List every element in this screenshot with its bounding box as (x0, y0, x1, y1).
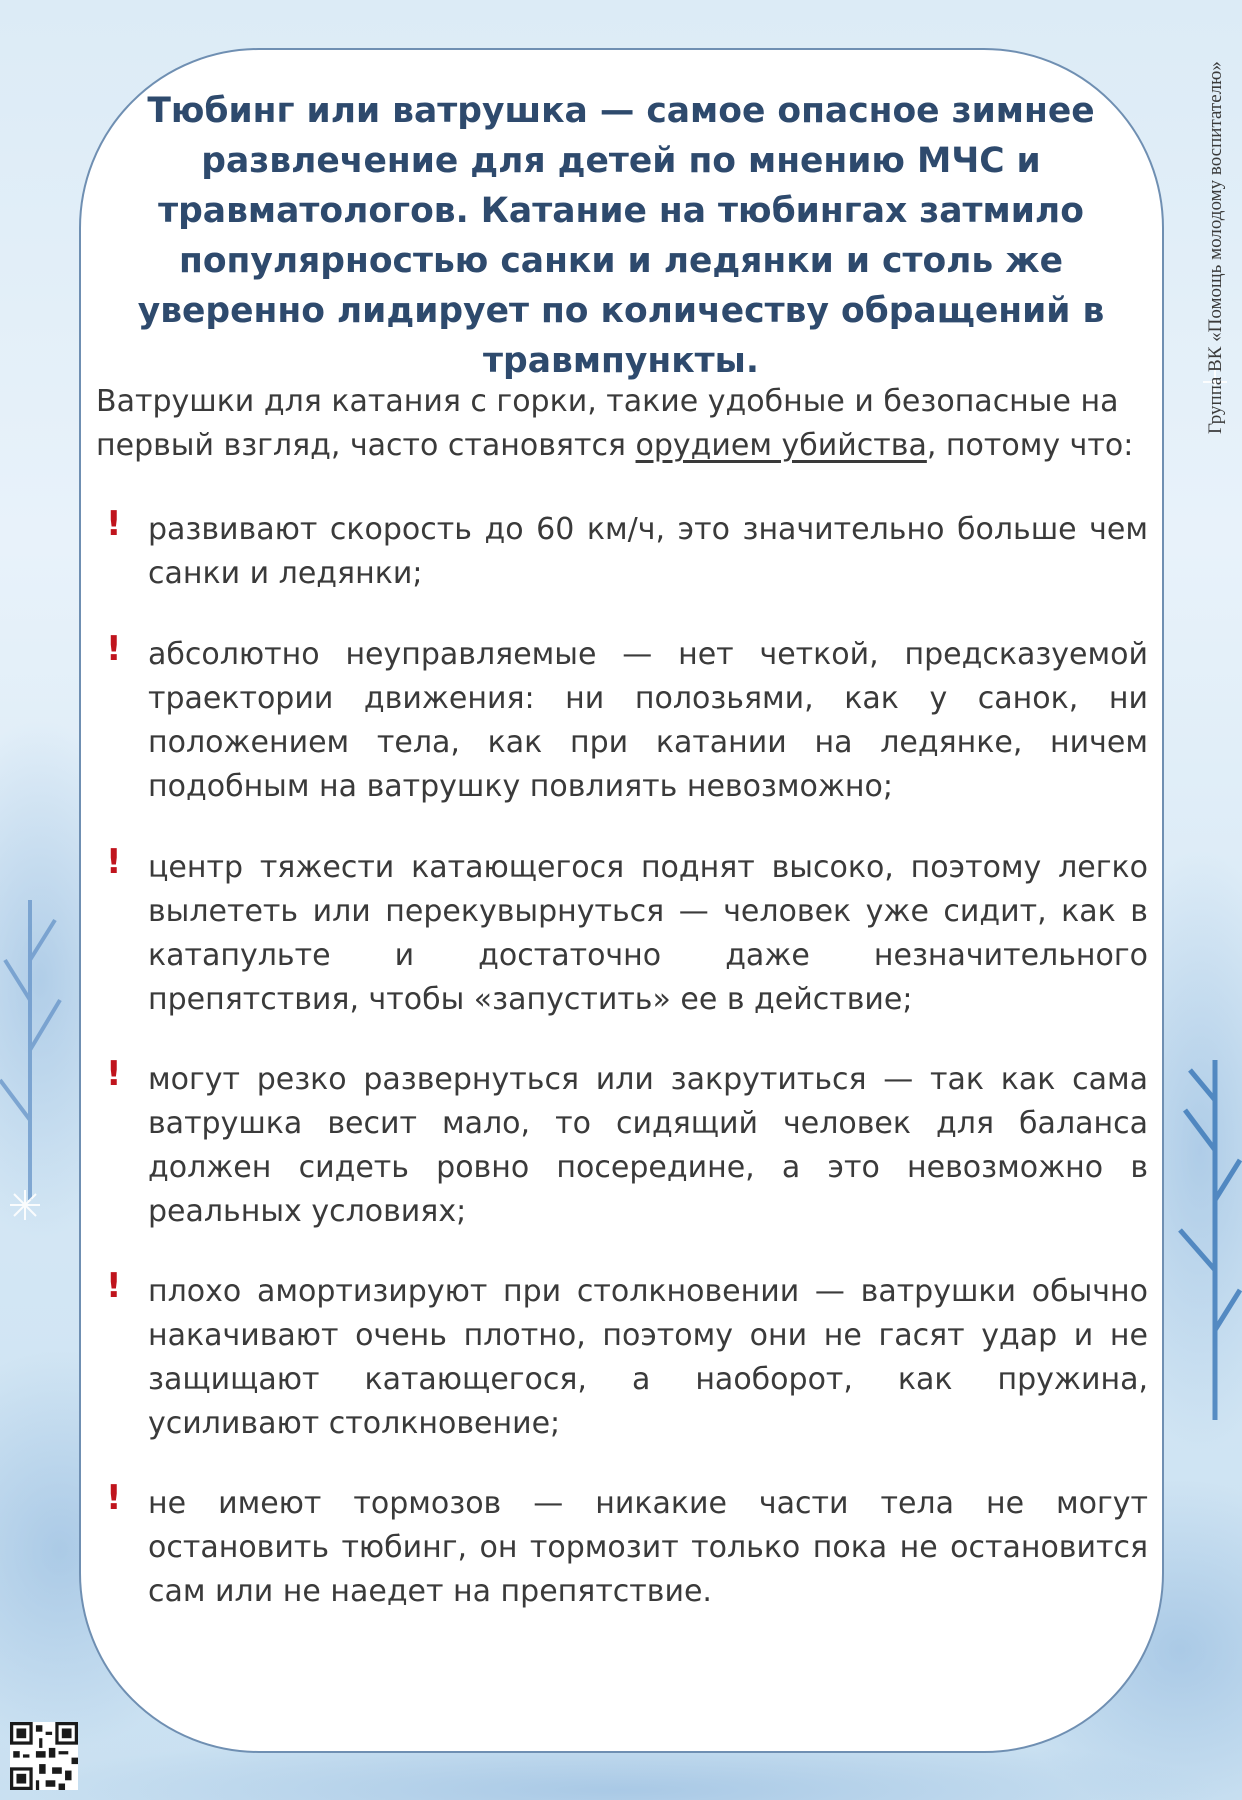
intro-underlined-phrase: орудием убийства (635, 428, 927, 463)
exclamation-icon: ! (106, 629, 122, 669)
intro-text-end: , потому что: (926, 428, 1134, 463)
hazard-item-1 (96, 504, 1148, 596)
hazard-item-5 (96, 1266, 1148, 1446)
exclamation-icon: ! (106, 1054, 122, 1094)
hazard-item-text: развивают скорость до 60 км/ч, это значительно больше чем санки и ледянки; (148, 512, 1148, 591)
intro-paragraph (96, 380, 1156, 468)
exclamation-icon: ! (106, 1478, 122, 1518)
intro-text-start: Ватрушки для катания с горки, такие удобные и безопасные на первый взгляд, часто становятся (96, 384, 1119, 463)
group-credit-caption: Группа ВК «Помощь молодому воспитателю» (1205, 61, 1226, 434)
exclamation-icon: ! (106, 504, 122, 544)
exclamation-icon: ! (106, 1266, 122, 1306)
hazard-item-text: центр тяжести катающегося поднят высоко, поэтому легко вылететь или перекувырнуться — человек уже сидит, как в катапульте и достаточно даже незначительного препятствия, чтобы «запустить» ее в действие; (148, 850, 1148, 1017)
hazard-item-2 (96, 629, 1148, 809)
hazard-item-text: плохо амортизируют при столкновении — ватрушки обычно накачивают очень плотно, поэтому они не гасят удар и не защищают катающегося, а наоборот, как пружина, усиливают столкновение; (148, 1274, 1148, 1441)
hazard-item-6 (96, 1478, 1148, 1614)
qr-code-icon (10, 1722, 78, 1790)
hazard-item-text: могут резко развернуться или закрутиться — так как сама ватрушка весит мало, то сидящий человек для баланса должен сидеть ровно посередине, а это невозможно в реальных условиях; (148, 1062, 1148, 1229)
headline: Тюбинг или ватрушка — самое опасное зимнее развлечение для детей по мнению МЧС и травматологов. Катание на тюбингах затмило популярностью санки и ледянки и столь же уверенно лидирует по количеству обращений в травмпункты. (137, 91, 1105, 381)
hazard-item-text: не имеют тормозов — никакие части тела не могут остановить тюбинг, он тормозит только пока не остановится сам или не наедет на препятствие. (148, 1486, 1148, 1609)
hazard-item-4 (96, 1054, 1148, 1234)
exclamation-icon: ! (106, 842, 122, 882)
hazard-item-3 (96, 842, 1148, 1022)
hazard-item-text: абсолютно неуправляемые — нет четкой, предсказуемой траектории движения: ни полозьями, как у санок, ни положением тела, как при катании на ледянке, ничем подобным на ватрушку повлиять невозможно; (148, 637, 1148, 804)
